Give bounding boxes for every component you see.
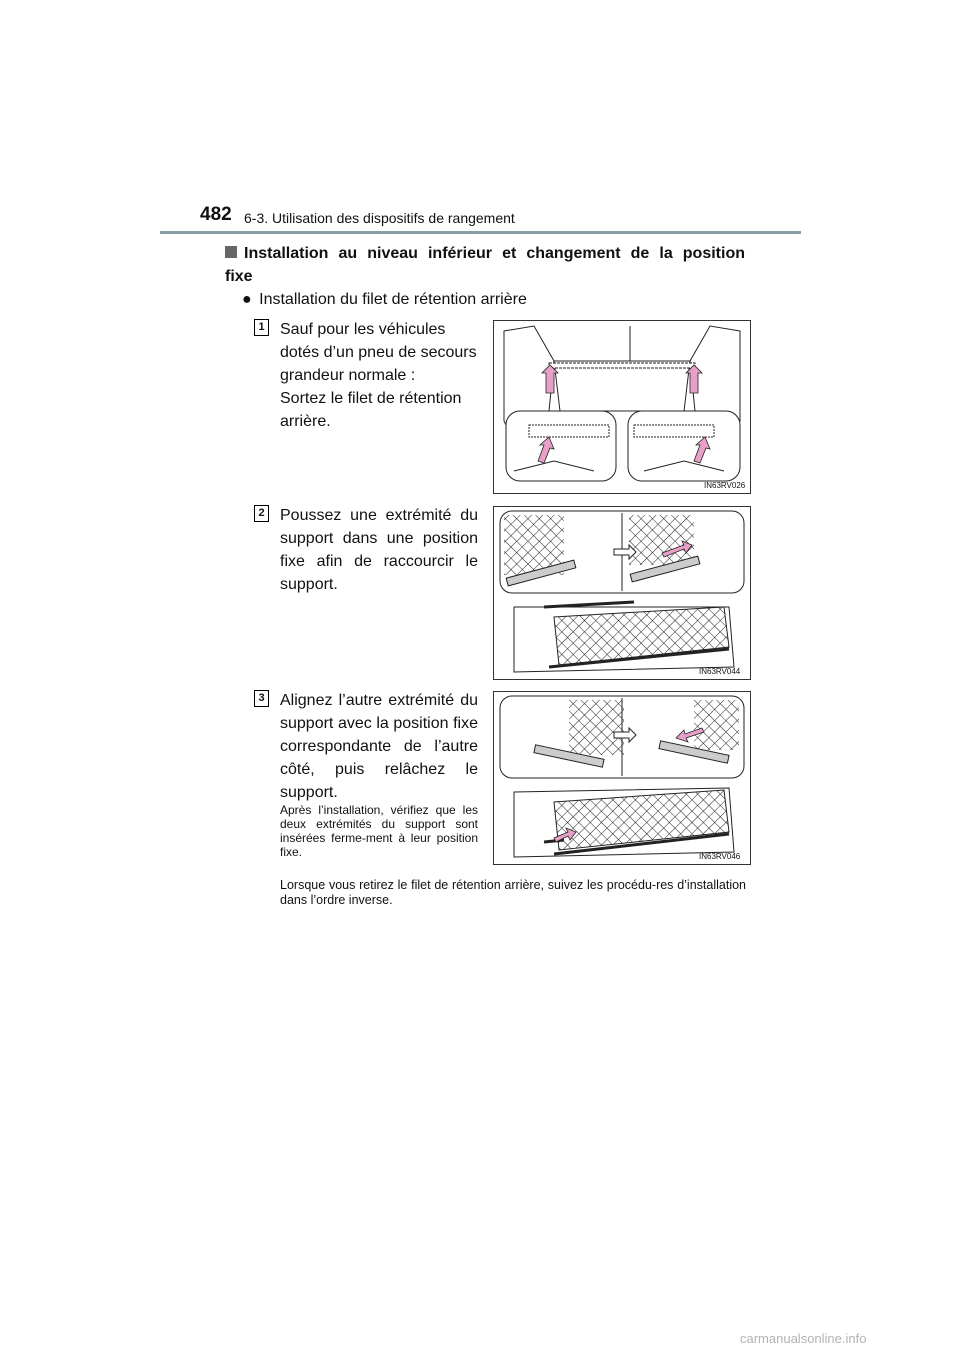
step-number-2: 2	[254, 505, 269, 522]
heading-square-icon	[225, 246, 237, 258]
heading-line-2: fixe	[225, 268, 253, 285]
watermark: carmanualsonline.info	[740, 1331, 867, 1346]
subheading	[242, 291, 527, 309]
footer-note: Lorsque vous retirez le filet de rétention arrière, suivez les procédu-res d’installation dans l’ordre inverse.	[280, 878, 746, 907]
step-note-3: Après l’installation, vérifiez que les deux extrémités du support sont insérées ferme-ment à leur position fixe.	[280, 803, 478, 859]
figure-code-2: IN63RV044	[699, 667, 741, 676]
figure-step-1	[493, 320, 751, 494]
heading-line-1: Installation au niveau inférieur et changement de la position	[244, 245, 745, 262]
figure-code-3: IN63RV046	[699, 852, 741, 861]
step-text-3: Alignez l’autre extrémité du support avec la position fixe correspondante de l’autre côté, puis relâchez le support.	[280, 692, 478, 801]
section-title: 6-3. Utilisation des dispositifs de rangement	[244, 210, 515, 226]
step-number-3: 3	[254, 690, 269, 707]
figure-step-2	[493, 506, 751, 680]
trunk-illustration-1	[494, 321, 750, 493]
step-text-2: Poussez une extrémité du support dans une position fixe afin de raccourcir le support.	[280, 507, 478, 593]
page-number: 482	[200, 204, 232, 225]
header-rule	[160, 231, 801, 234]
step-text-1: Sauf pour les véhicules dotés d’un pneu de secours grandeur normale : Sortez le filet de rétention arrière.	[280, 321, 477, 430]
step-number-1: 1	[254, 319, 269, 336]
net-illustration-2	[494, 507, 750, 679]
bullet-icon: ●	[242, 291, 252, 308]
figure-code-1: IN63RV026	[704, 481, 746, 490]
section-heading	[225, 242, 745, 288]
net-illustration-3	[494, 692, 750, 864]
figure-step-3	[493, 691, 751, 865]
subheading-text: Installation du filet de rétention arrière	[259, 291, 527, 308]
